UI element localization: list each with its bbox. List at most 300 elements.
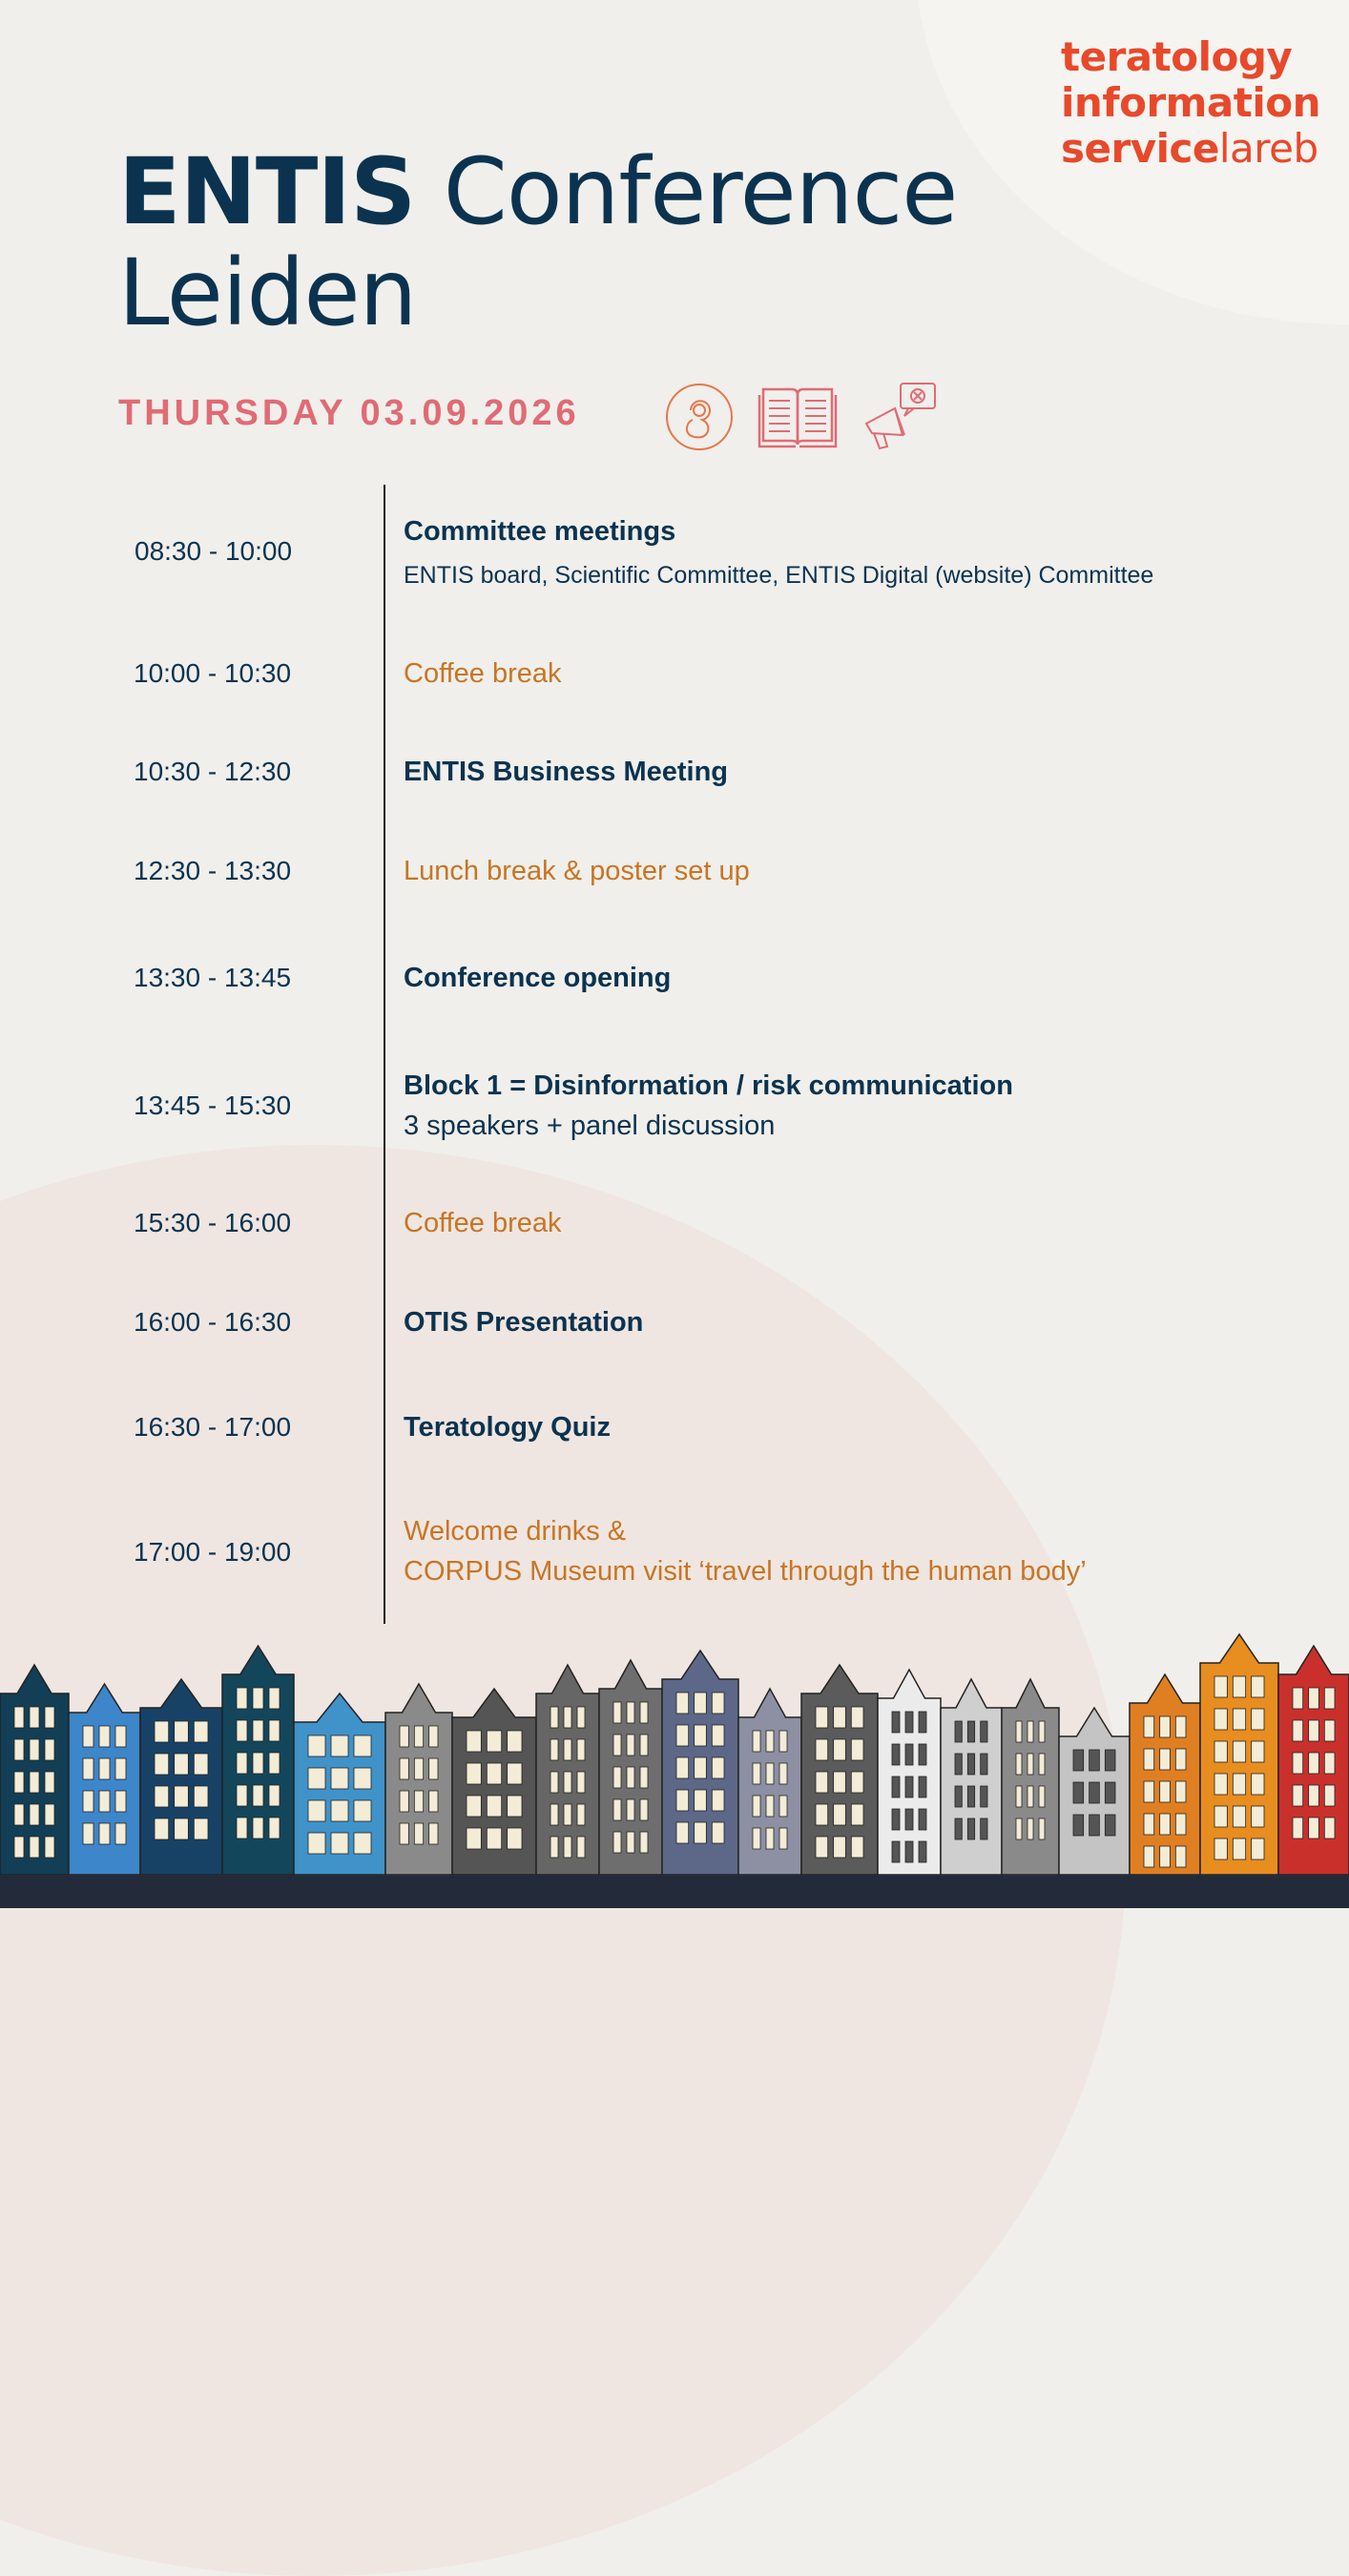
- house-window: [816, 1739, 828, 1760]
- house-window: [487, 1731, 501, 1752]
- house-window: [919, 1776, 926, 1797]
- house-window: [1252, 1709, 1264, 1730]
- house-window: [766, 1731, 774, 1752]
- house-window: [955, 1818, 962, 1839]
- event: [404, 1511, 1087, 1591]
- house-window: [1016, 1818, 1022, 1839]
- house-window: [175, 1786, 189, 1807]
- house-window: [99, 1823, 110, 1844]
- house-window: [766, 1796, 774, 1817]
- house-window: [1039, 1786, 1045, 1807]
- house-window: [30, 1837, 39, 1858]
- event-detail: ENTIS board, Scientific Committee, ENTIS Digital (website) Committee: [404, 562, 1154, 589]
- house-window: [577, 1837, 585, 1858]
- house-window: [429, 1823, 438, 1844]
- house-window: [45, 1804, 54, 1825]
- house-window: [237, 1753, 247, 1774]
- timeline-divider: [384, 485, 385, 1624]
- logo-line-1: teratology: [1061, 33, 1293, 80]
- house-window: [253, 1720, 263, 1741]
- house-window: [816, 1804, 828, 1825]
- house-window: [753, 1731, 760, 1752]
- house-window: [955, 1786, 962, 1807]
- house-window: [1309, 1785, 1319, 1806]
- house-window: [564, 1837, 571, 1858]
- house-window: [676, 1790, 689, 1811]
- house-window: [1214, 1839, 1227, 1859]
- house-window: [354, 1768, 371, 1789]
- canal-houses-illustration: [0, 1622, 1349, 1875]
- house-window: [1214, 1774, 1227, 1795]
- house-window: [967, 1754, 974, 1775]
- event-title: Coffee break: [404, 658, 562, 689]
- house-window: [1027, 1818, 1033, 1839]
- house-window: [613, 1767, 621, 1788]
- house-window: [175, 1721, 189, 1742]
- house-window: [508, 1796, 522, 1817]
- logo-lareb: lareb: [1218, 125, 1318, 172]
- house-window: [1214, 1709, 1227, 1730]
- house-window: [45, 1739, 54, 1760]
- house-window: [550, 1837, 558, 1858]
- house-window: [175, 1754, 189, 1775]
- house-window: [892, 1712, 900, 1733]
- house-window: [1016, 1721, 1022, 1742]
- house-window: [676, 1757, 689, 1778]
- house-window: [695, 1725, 707, 1746]
- logo-line-3: [1061, 126, 1320, 172]
- time-slot: 10:00 - 10:30: [134, 658, 292, 688]
- house-window: [1039, 1818, 1045, 1839]
- house-window: [155, 1754, 169, 1775]
- house-window: [851, 1772, 863, 1793]
- event: [404, 958, 671, 998]
- title-entis: ENTIS: [118, 138, 416, 245]
- house-window: [194, 1754, 208, 1775]
- house-window: [1324, 1818, 1335, 1839]
- house-window: [308, 1800, 325, 1821]
- title-line-1: [118, 138, 958, 245]
- house-window: [967, 1818, 974, 1839]
- house-window: [577, 1739, 585, 1760]
- house-window: [627, 1702, 634, 1723]
- house-window: [834, 1837, 846, 1858]
- house-window: [766, 1828, 774, 1849]
- house-window: [981, 1786, 987, 1807]
- house-window: [1039, 1721, 1045, 1742]
- house-window: [550, 1804, 558, 1825]
- house-window: [676, 1725, 689, 1746]
- house-window: [905, 1776, 913, 1797]
- house-window: [414, 1823, 423, 1844]
- house-window: [30, 1772, 39, 1793]
- house-window: [550, 1772, 558, 1793]
- house-window: [269, 1785, 280, 1806]
- house-window: [613, 1799, 621, 1820]
- house-window: [99, 1726, 110, 1747]
- house-window: [1252, 1839, 1264, 1859]
- house-window: [308, 1768, 325, 1789]
- time-slot: 10:30 - 12:30: [134, 757, 292, 786]
- event-detail: CORPUS Museum visit ‘travel through the human body’: [404, 1556, 1087, 1587]
- house-window: [919, 1712, 926, 1733]
- house-window: [851, 1804, 863, 1825]
- time-slot: 17:00 - 19:00: [134, 1537, 292, 1567]
- house-window: [429, 1726, 438, 1747]
- house-window: [753, 1828, 760, 1849]
- house-window: [1293, 1720, 1303, 1741]
- house-window: [1016, 1786, 1022, 1807]
- house-window: [834, 1739, 846, 1760]
- event-title: Committee meetings: [404, 516, 676, 547]
- house-window: [640, 1735, 648, 1755]
- house-window: [550, 1739, 558, 1760]
- house-window: [175, 1818, 189, 1839]
- time-slot: 08:30 - 10:00: [135, 536, 293, 566]
- house-window: [1233, 1709, 1245, 1730]
- house-window: [1144, 1814, 1154, 1835]
- house-window: [712, 1822, 724, 1843]
- house-window: [905, 1712, 913, 1733]
- house-window: [83, 1758, 93, 1779]
- house-window: [1016, 1754, 1022, 1775]
- house-window: [851, 1707, 863, 1728]
- house-window: [564, 1707, 571, 1728]
- house-window: [1144, 1781, 1154, 1802]
- event: [404, 1066, 1013, 1146]
- house-window: [45, 1837, 54, 1858]
- house-window: [967, 1786, 974, 1807]
- house-window: [695, 1790, 707, 1811]
- house-window: [766, 1763, 774, 1784]
- house-window: [676, 1693, 689, 1714]
- house-window: [83, 1726, 93, 1747]
- time-slot: 15:30 - 16:00: [134, 1208, 292, 1237]
- house-window: [1233, 1806, 1245, 1827]
- house-window: [1324, 1688, 1335, 1709]
- time-slot: 16:00 - 16:30: [134, 1307, 292, 1337]
- event-title: Lunch break & poster set up: [404, 856, 750, 886]
- house-window: [613, 1832, 621, 1853]
- house-window: [1175, 1749, 1186, 1770]
- title-conference: Conference: [415, 138, 958, 245]
- event-title: Teratology Quiz: [404, 1412, 611, 1443]
- house-window: [237, 1785, 247, 1806]
- house-window: [354, 1735, 371, 1756]
- house-window: [253, 1688, 263, 1709]
- house-window: [577, 1772, 585, 1793]
- house-window: [577, 1804, 585, 1825]
- house-window: [269, 1688, 280, 1709]
- house-window: [155, 1721, 169, 1742]
- house-window: [1073, 1750, 1084, 1771]
- house-window: [1039, 1754, 1045, 1775]
- house-window: [487, 1828, 501, 1849]
- house-window: [237, 1818, 247, 1839]
- house-window: [1144, 1749, 1154, 1770]
- house-window: [1214, 1741, 1227, 1762]
- house-window: [1105, 1815, 1115, 1836]
- house-window: [30, 1739, 39, 1760]
- house-window: [834, 1804, 846, 1825]
- house-window: [1214, 1676, 1227, 1697]
- house-window: [816, 1837, 828, 1858]
- house-window: [1073, 1782, 1084, 1803]
- house-window: [354, 1833, 371, 1854]
- time-slot: 13:30 - 13:45: [134, 963, 292, 992]
- house-window: [508, 1731, 522, 1752]
- house-window: [712, 1757, 724, 1778]
- house-window: [155, 1818, 169, 1839]
- house-window: [676, 1822, 689, 1843]
- house-window: [115, 1791, 126, 1812]
- house-window: [14, 1772, 24, 1793]
- house-window: [1324, 1753, 1335, 1774]
- canal-house: [1002, 1679, 1059, 1875]
- house-window: [1160, 1846, 1171, 1867]
- house-window: [1233, 1774, 1245, 1795]
- house-window: [83, 1791, 93, 1812]
- house-window: [981, 1721, 987, 1742]
- house-window: [1293, 1688, 1303, 1709]
- house-window: [467, 1763, 481, 1784]
- house-window: [30, 1707, 39, 1728]
- event: [404, 654, 562, 694]
- house-window: [487, 1796, 501, 1817]
- house-window: [508, 1828, 522, 1849]
- house-window: [414, 1758, 423, 1779]
- event-title: OTIS Presentation: [404, 1307, 644, 1338]
- house-window: [564, 1804, 571, 1825]
- event: [404, 511, 1153, 595]
- house-window: [640, 1767, 648, 1788]
- house-window: [1160, 1749, 1171, 1770]
- house-window: [981, 1754, 987, 1775]
- event: [404, 1407, 611, 1447]
- house-window: [816, 1707, 828, 1728]
- house-window: [1309, 1818, 1319, 1839]
- house-window: [627, 1735, 634, 1755]
- house-window: [237, 1720, 247, 1741]
- house-window: [400, 1791, 408, 1812]
- house-window: [1252, 1806, 1264, 1827]
- house-window: [1175, 1716, 1186, 1737]
- house-window: [1309, 1688, 1319, 1709]
- house-window: [237, 1688, 247, 1709]
- house-window: [892, 1809, 900, 1830]
- house-window: [14, 1804, 24, 1825]
- megaphone-icon: [861, 382, 941, 454]
- house-window: [955, 1721, 962, 1742]
- house-window: [905, 1744, 913, 1765]
- house-window: [1233, 1741, 1245, 1762]
- house-window: [269, 1753, 280, 1774]
- title-leiden: Leiden: [118, 239, 417, 346]
- house-window: [269, 1818, 280, 1839]
- house-window: [1293, 1753, 1303, 1774]
- house-window: [955, 1754, 962, 1775]
- house-window: [45, 1707, 54, 1728]
- house-window: [905, 1809, 913, 1830]
- lareb-logo: [1061, 34, 1320, 172]
- event-title: Welcome drinks &: [404, 1516, 627, 1547]
- house-window: [400, 1758, 408, 1779]
- house-window: [851, 1837, 863, 1858]
- house-window: [467, 1796, 481, 1817]
- house-window: [1309, 1720, 1319, 1741]
- logo-line-2: information: [1061, 79, 1320, 126]
- house-window: [1160, 1814, 1171, 1835]
- time-slot: 13:45 - 15:30: [134, 1091, 292, 1120]
- house-window: [467, 1731, 481, 1752]
- house-window: [981, 1818, 987, 1839]
- house-window: [851, 1739, 863, 1760]
- house-window: [892, 1841, 900, 1862]
- house-window: [155, 1786, 169, 1807]
- house-window: [1175, 1814, 1186, 1835]
- house-window: [1144, 1846, 1154, 1867]
- house-window: [1144, 1716, 1154, 1737]
- house-window: [115, 1823, 126, 1844]
- house-window: [83, 1823, 93, 1844]
- house-window: [1293, 1785, 1303, 1806]
- house-window: [779, 1763, 787, 1784]
- open-book-icon: [758, 382, 838, 452]
- logo-service: service: [1061, 125, 1219, 172]
- house-window: [753, 1796, 760, 1817]
- house-window: [613, 1702, 621, 1723]
- house-window: [1214, 1806, 1227, 1827]
- house-window: [695, 1693, 707, 1714]
- house-window: [99, 1791, 110, 1812]
- page-title: [118, 138, 958, 346]
- event: [404, 1203, 562, 1243]
- house-window: [1293, 1818, 1303, 1839]
- house-window: [414, 1791, 423, 1812]
- house-window: [1090, 1815, 1100, 1836]
- event: [404, 752, 728, 792]
- house-window: [834, 1772, 846, 1793]
- house-window: [1027, 1721, 1033, 1742]
- house-window: [640, 1702, 648, 1723]
- house-window: [1027, 1754, 1033, 1775]
- house-window: [1252, 1741, 1264, 1762]
- house-window: [1175, 1781, 1186, 1802]
- house-window: [892, 1776, 900, 1797]
- house-window: [1027, 1786, 1033, 1807]
- house-window: [695, 1822, 707, 1843]
- house-window: [1090, 1782, 1100, 1803]
- house-window: [779, 1796, 787, 1817]
- house-window: [1175, 1846, 1186, 1867]
- house-window: [640, 1799, 648, 1820]
- house-window: [253, 1818, 263, 1839]
- house-window: [400, 1823, 408, 1844]
- house-window: [194, 1786, 208, 1807]
- event: [404, 851, 750, 891]
- house-window: [14, 1707, 24, 1728]
- house-window: [14, 1837, 24, 1858]
- house-window: [1105, 1750, 1115, 1771]
- house-window: [627, 1799, 634, 1820]
- canal-house: [1130, 1674, 1200, 1875]
- house-window: [414, 1726, 423, 1747]
- house-window: [429, 1791, 438, 1812]
- house-window: [1090, 1750, 1100, 1771]
- time-slot: 12:30 - 13:30: [134, 856, 292, 885]
- house-window: [269, 1720, 280, 1741]
- house-window: [1252, 1774, 1264, 1795]
- house-window: [429, 1758, 438, 1779]
- house-window: [1160, 1781, 1171, 1802]
- event-date: THURSDAY 03.09.2026: [118, 393, 580, 433]
- house-window: [905, 1841, 913, 1862]
- house-window: [400, 1726, 408, 1747]
- house-window: [919, 1809, 926, 1830]
- house-window: [577, 1707, 585, 1728]
- house-window: [627, 1767, 634, 1788]
- house-window: [816, 1772, 828, 1793]
- house-window: [1073, 1815, 1084, 1836]
- house-window: [919, 1841, 926, 1862]
- house-window: [712, 1790, 724, 1811]
- canal-house: [941, 1679, 1002, 1875]
- house-window: [695, 1757, 707, 1778]
- house-window: [1309, 1753, 1319, 1774]
- house-window: [354, 1800, 371, 1821]
- time-slot: 16:30 - 17:00: [134, 1412, 292, 1442]
- house-window: [253, 1753, 263, 1774]
- event-title: Block 1 = Disinformation / risk communication: [404, 1070, 1013, 1101]
- house-window: [331, 1800, 348, 1821]
- event-title: Conference opening: [404, 963, 672, 993]
- house-window: [550, 1707, 558, 1728]
- house-window: [779, 1828, 787, 1849]
- house-window: [1233, 1676, 1245, 1697]
- house-window: [892, 1744, 900, 1765]
- event-detail: 3 speakers + panel discussion: [404, 1111, 776, 1141]
- house-window: [834, 1707, 846, 1728]
- house-window: [14, 1739, 24, 1760]
- house-window: [712, 1725, 724, 1746]
- canal-house: [140, 1679, 222, 1875]
- house-window: [45, 1772, 54, 1793]
- house-window: [194, 1818, 208, 1839]
- house-window: [627, 1832, 634, 1853]
- house-window: [115, 1726, 126, 1747]
- house-window: [308, 1833, 325, 1854]
- footer-bar: [0, 1875, 1349, 1908]
- house-window: [613, 1735, 621, 1755]
- house-window: [564, 1739, 571, 1760]
- house-window: [308, 1735, 325, 1756]
- house-window: [331, 1735, 348, 1756]
- house-window: [194, 1721, 208, 1742]
- house-window: [115, 1758, 126, 1779]
- house-window: [640, 1832, 648, 1853]
- house-window: [1233, 1839, 1245, 1859]
- house-window: [253, 1785, 263, 1806]
- house-window: [487, 1763, 501, 1784]
- house-window: [1324, 1720, 1335, 1741]
- icon-row: [664, 382, 941, 454]
- house-window: [30, 1804, 39, 1825]
- house-window: [753, 1763, 760, 1784]
- house-window: [1324, 1785, 1335, 1806]
- event: [404, 1302, 643, 1342]
- house-window: [919, 1744, 926, 1765]
- house-window: [1252, 1676, 1264, 1697]
